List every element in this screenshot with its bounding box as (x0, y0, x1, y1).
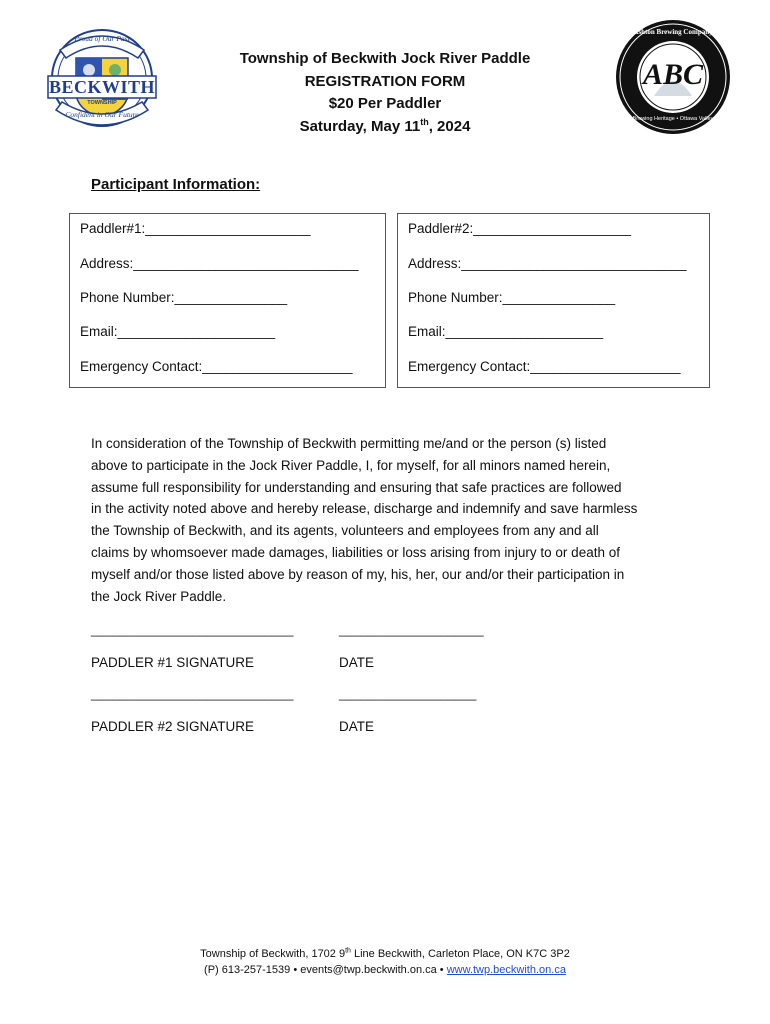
paddler2-date-line[interactable]: ___________________ (339, 686, 477, 701)
paddler2-signature-label: PADDLER #2 SIGNATURE (91, 719, 255, 734)
waiver-line: In consideration of the Township of Beckwith permitting me/and or the person (s) listed (91, 436, 607, 451)
footer-address-post: Line Beckwith, Carleton Place, ON K7C 3P2 (350, 948, 570, 960)
website-link[interactable]: www.twp.beckwith.on.ca (446, 964, 566, 976)
fee-line: $20 Per Paddler (328, 95, 442, 112)
paddler1-signature-line[interactable]: ____________________________ (91, 622, 294, 637)
footer-address-sup: th (345, 947, 351, 955)
footer-address (120, 946, 650, 962)
logo-sub: TOWNSHIP (87, 100, 117, 106)
paddler2-date-label: DATE (339, 719, 375, 734)
paddler2-signature-line[interactable]: ____________________________ (91, 686, 294, 701)
waiver-line: assume full responsibility for understanding and ensuring that safe practices are followed (91, 479, 622, 495)
waiver-line: in the activity noted above and hereby release, discharge and indemnify and save harmless (91, 501, 638, 517)
paddler2-box (397, 213, 710, 388)
paddler1-phone-field[interactable]: Phone Number:_______________ (80, 290, 288, 305)
form-header (190, 48, 580, 138)
waiver-line: myself and/or those listed above by reason of my, his, her, our and/or their participation in (91, 566, 625, 582)
waiver-line: the Jock River Paddle. (91, 588, 227, 604)
footer-address-pre: Township of Beckwith, 1702 9 (200, 948, 346, 960)
event-date-main: Saturday, May 11 (299, 117, 421, 135)
section-title: Participant Information: (91, 176, 261, 193)
paddler1-address-field[interactable]: Address:______________________________ (80, 256, 359, 271)
paddler1-signature-label: PADDLER #1 SIGNATURE (91, 655, 255, 670)
footer (120, 946, 650, 978)
logo-arc-bottom: Brewing Heritage • Ottawa Valley (632, 116, 714, 122)
paddler2-address-field[interactable]: Address:______________________________ (408, 256, 687, 271)
event-date-suffix: th (420, 116, 429, 127)
paddler1-name-field[interactable]: Paddler#1:______________________ (80, 221, 311, 236)
paddler2-email-field[interactable]: Email:_____________________ (408, 324, 604, 339)
beckwith-logo (42, 22, 162, 134)
paddler1-email-field[interactable]: Email:_____________________ (80, 324, 276, 339)
paddler2-phone-field[interactable]: Phone Number:_______________ (408, 290, 616, 305)
event-date (190, 116, 580, 139)
event-title: Township of Beckwith Jock River Paddle (239, 50, 531, 67)
logo-monogram: ABC (642, 58, 704, 91)
waiver-line: claims by whomsoever made damages, liabilities or loss arising from injury to or death of (91, 544, 620, 560)
paddler1-date-label: DATE (339, 655, 375, 670)
logo-name: BECKWITH (48, 77, 156, 97)
logo-arc-top: Ashton Brewing Company (633, 28, 713, 36)
paddler2-name-field[interactable]: Paddler#2:_____________________ (408, 221, 631, 236)
logo-ribbon-top: Proud of Our Past (74, 34, 130, 43)
paddler1-emergency-field[interactable]: Emergency Contact:____________________ (80, 359, 353, 374)
event-date-year: , 2024 (428, 117, 471, 135)
paddler1-box (69, 213, 386, 388)
footer-contact (120, 962, 650, 978)
form-title: REGISTRATION FORM (304, 72, 466, 90)
ashton-brewing-logo (614, 18, 732, 136)
waiver-line: above to participate in the Jock River Paddle, I, for myself, for all minors named herein, (91, 457, 611, 473)
waiver-text (91, 433, 691, 607)
footer-contact-text: (P) 613-257-1539 • events@twp.beckwith.on.ca • (204, 964, 447, 976)
waiver-line: the Township of Beckwith, and its agents, volunteers and employees from any and all (91, 523, 599, 539)
paddler2-emergency-field[interactable]: Emergency Contact:____________________ (408, 359, 681, 374)
logo-ribbon-bottom: Confident in Our Future (65, 110, 139, 119)
paddler1-date-line[interactable]: ____________________ (339, 622, 484, 637)
